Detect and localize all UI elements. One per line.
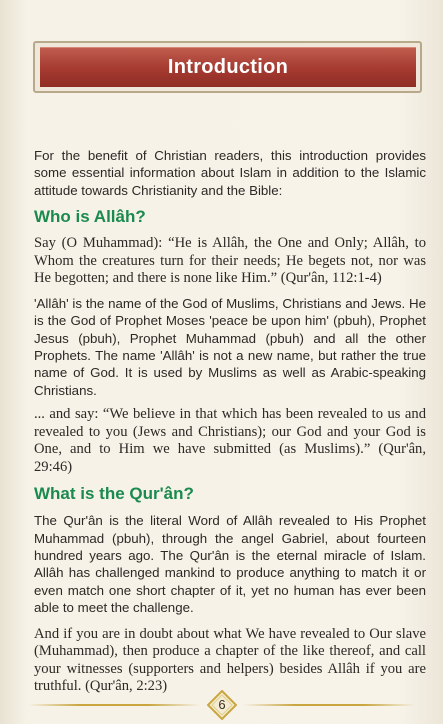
page-title: Introduction (167, 56, 289, 78)
quran-description-paragraph: The Qur'ân is the literal Word of Allâh revealed to His Prophet Muhammad (pbuh), through the angel Gabriel, about fourteen hundred years ago. The Qur'ân is the eternal miracle of Islam. Allâh has challenged mankind to produce anything to match it or even match one short chapter of it, yet no human has ever been able to meet the challenge. (34, 513, 426, 616)
section-heading-what-is-quran: What is the Qur'ân? (34, 484, 194, 504)
quran-quote-29: ... and say: “We believe in that which has been revealed to us and revealed to you (Jews and Christians); our God and your God is One, and to Him we have submitted (as Muslims).” (Qur'ân, 29:46) (34, 406, 426, 475)
footer-rule-right (243, 704, 415, 706)
page-number: 6 (218, 697, 226, 712)
intro-paragraph: For the benefit of Christian readers, this introduction provides some essential information about Islam in addition to the Islamic attitude towards Christianity and the Bible: (34, 148, 426, 198)
quran-quote-2: And if you are in doubt about what We have revealed to Our slave (Muhammad), then produce a chapter of the like thereof, and call your witnesses (supporters and helpers) besides Allâh if you are truthful. (Qur'ân, 2:23) (34, 625, 426, 695)
main-content (34, 147, 426, 696)
quran-quote-112: Say (O Muhammad): “He is Allâh, the One and Only; Allâh, to Whom the creatures turn for their needs; He begets not, nor was He begotten; and there is none like Him.” (Qur'ân, 112:1-4) (34, 235, 426, 287)
section-heading-who-is-allah: Who is Allâh? (34, 207, 146, 227)
allah-name-paragraph: 'Allâh' is the name of the God of Muslims, Christians and Jews. He is the God of Prophet Moses 'peace be upon him' (pbuh), Prophet Jesus (pbuh), Prophet Muhammad (pbuh) and all the other Prophets. The name 'Allâh' is not a new name, but rather the true name of God. It is used by Muslims as well as Arabic-speaking Christians. (34, 295, 426, 398)
footer-rule-left (28, 704, 200, 706)
